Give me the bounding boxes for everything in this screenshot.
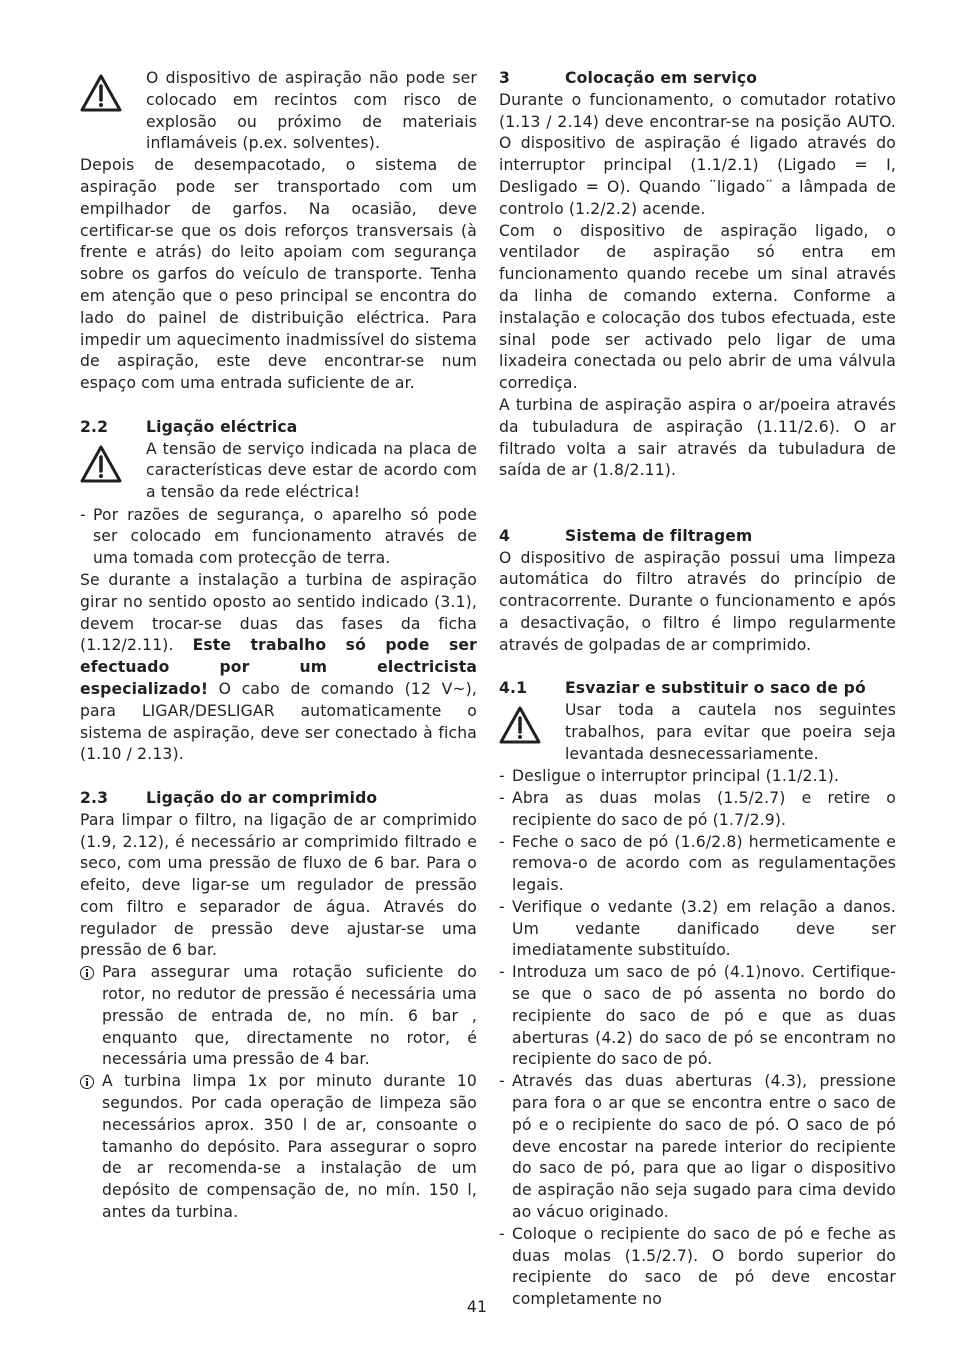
bold-text: Este trabalho só pode ser efectuado por um electricista especializado! [80, 636, 477, 698]
paragraph: Durante o funcionamento, o comutador rotativo (1.13 / 2.14) deve encontrar-se na posição AUTO. O dispositivo de aspiração é ligado através do interruptor principal (1.1/2.1) (Ligado = I, Desligado = O). Quando ¨ligado¨ a lâmpada de controlo (1.2/2.2) acende. [499, 90, 896, 218]
info-note [80, 962, 477, 1071]
warning-triangle-icon [80, 74, 122, 112]
list-item: - Abra as duas molas (1.5/2.7) e retire o recipiente do saco de pó (1.7/2.9). [499, 788, 896, 832]
warning-text: A tensão de serviço indicada na placa de características deve estar de acordo com a tensão da rede eléctrica! [146, 439, 477, 502]
list-item: - Através das duas aberturas (4.3), pressione para fora o ar que se encontra entre o saco de pó e o recipiente do saco de pó. O saco de pó deve encostar na parede interior do recipiente do saco de pó, para que ao ligar o dispositivo de aspiração não seja sugado para cima devido ao vácuo originado. [499, 1071, 896, 1224]
section-heading-2-2 [80, 417, 477, 439]
section-number: 2.2 [80, 417, 109, 436]
bullet-list [499, 766, 896, 1311]
dust-warning [499, 700, 896, 766]
section-heading-2-3 [80, 788, 477, 810]
warning-triangle-icon [499, 706, 541, 744]
section-heading-4-1 [499, 678, 896, 700]
section-title: Esvaziar e substituir o saco de pó [565, 679, 866, 698]
list-item: - Desligue o interruptor principal (1.1/2.1). [499, 766, 896, 788]
section-number: 2.3 [80, 788, 109, 807]
voltage-warning [80, 439, 477, 505]
list-item: - Por razões de segurança, o aparelho só pode ser colocado em funcionamento através de uma tomada com protecção de terra. [80, 505, 477, 570]
paragraph: Depois de desempacotado, o sistema de aspiração pode ser transportado com um empilhador de garfos. Na ocasião, deve certificar-se que os dois reforços transversais (à frente e atrás) do leito apoiam com segurança sobre os garfos do veículo de transporte. Tenha em atenção que o peso principal se encontra do lado do painel de distribuição eléctrica. Para impedir um aquecimento inadmissível do sistema de aspiração, este deve encontrar-se num espaço com uma entrada suficiente de ar. [80, 156, 477, 393]
section-number: 3 [499, 69, 511, 87]
section-number: 4.1 [499, 679, 528, 698]
paragraph [80, 570, 477, 766]
section-heading-3 [499, 68, 896, 90]
info-icon [80, 966, 94, 980]
info-list [80, 962, 477, 1224]
list-item: - Verifique o vedante (3.2) em relação a danos. Um vedante danificado deve ser imediatamente substituído. [499, 897, 896, 962]
section-title: Sistema de filtragem [565, 526, 753, 545]
section-title: Ligação eléctrica [146, 417, 298, 436]
left-column [80, 68, 477, 1224]
page-number: 41 [466, 1298, 488, 1316]
info-text: A turbina limpa 1x por minuto durante 10 segundos. Por cada operação de limpeza são necessários aprox. 350 l de ar, consoante o tamanho do depósito. Para assegurar o sopro de ar recomenda-se a instalação de um depósito de compensação de, no mín. 150 l, antes da turbina. [102, 1072, 477, 1222]
paragraph: O dispositivo de aspiração possui uma limpeza automática do filtro através do princípio de contracorrente. Durante o funcionamento e após a desactivação, o filtro é limpo regularmente através de golpadas de ar comprimido. [499, 548, 896, 654]
info-text: Para assegurar uma rotação suficiente do rotor, no redutor de pressão é necessária uma pressão de entrada de, no mín. 6 bar , enquanto que, directamente no rotor, é necessária uma pressão de 4 bar. [102, 963, 477, 1069]
explosion-warning [80, 68, 477, 155]
paragraph: Com o dispositivo de aspiração ligado, o ventilador de aspiração só entra em funcionamento quando recebe um sinal através da linha de comando externa. Conforme a instalação e colocação dos tubos efectuada, este sinal pode ser activado pelo ligar de uma lixadeira conectada ou pelo abrir de uma válvula corrediça. [499, 221, 896, 393]
text-run: Se durante a instalação a turbina de aspiração girar no sentido oposto ao sentido indicado (3.1), devem trocar-se duas das fases da ficha (1.12/2.11). [80, 570, 477, 655]
paragraph: Para limpar o filtro, na ligação de ar comprimido (1.9, 2.12), é necessário ar comprimido filtrado e seco, com uma pressão de fluxo de 6 bar. Para o efeito, deve ligar-se um regulador de pressão com filtro e separador de água. Através do regulador de pressão deve ajustar-se uma pressão de 6 bar. [80, 810, 477, 960]
warning-text: O dispositivo de aspiração não pode ser colocado em recintos com risco de explosão ou próximo de materiais inflamáveis (p.ex. solventes). [146, 69, 477, 153]
paragraph: A turbina de aspiração aspira o ar/poeira através da tubuladura de aspiração (1.11/2.6). O ar filtrado volta a sair através da tubuladura de saída de ar (1.8/2.11). [499, 395, 896, 480]
warning-text: Usar toda a cautela nos seguintes trabalhos, para evitar que poeira seja levantada desnecessariamente. [565, 701, 896, 763]
list-item: - Introduza um saco de pó (4.1)novo. Certifique-se que o saco de pó assenta no bordo do recipiente do saco de pó e que as duas aberturas (4.2) do saco de pó se encontram no recipiente do saco de pó. [499, 962, 896, 1071]
list-item: - Coloque o recipiente do saco de pó e feche as duas molas (1.5/2.7). O bordo superior do recipiente do saco de pó deve encostar completamente no [499, 1224, 896, 1311]
section-number: 4 [499, 526, 511, 545]
section-title: Colocação em serviço [565, 69, 758, 87]
section-title: Ligação do ar comprimido [146, 788, 378, 807]
section-heading-4 [499, 526, 896, 548]
bullet-list [80, 505, 477, 570]
right-column [499, 68, 896, 1311]
text-run: O cabo de comando (12 V~), para LIGAR/DESLIGAR automaticamente o sistema de aspiração, deve ser conectado à ficha (1.10 / 2.13). [80, 679, 477, 764]
info-icon [80, 1075, 94, 1089]
list-item: - Feche o saco de pó (1.6/2.8) hermeticamente e remova-o de acordo com as regulamentações legais. [499, 832, 896, 897]
info-note [80, 1071, 477, 1224]
warning-triangle-icon [80, 445, 122, 483]
